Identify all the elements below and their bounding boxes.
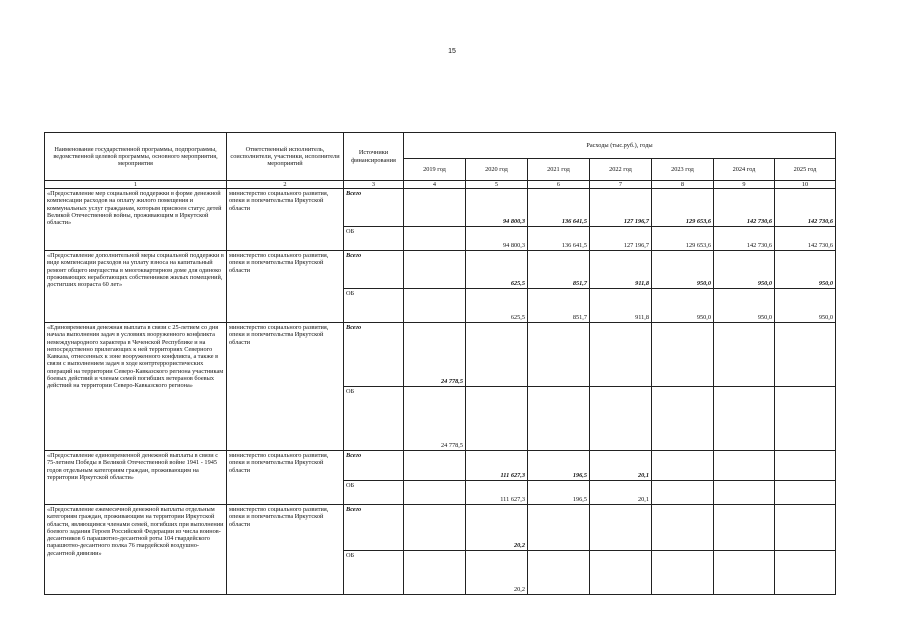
value-budget-cell: [404, 551, 466, 595]
program-executor: министерство социального развития, опеки и попечительства Иркутской области: [227, 251, 344, 323]
value-budget-cell: 950,0: [714, 289, 775, 323]
value-budget-cell: [714, 551, 775, 595]
program-executor: министерство социального развития, опеки и попечительства Иркутской области: [227, 451, 344, 505]
program-row-total: [45, 451, 836, 481]
value-total-cell: [590, 323, 652, 387]
page-number: 15: [448, 48, 456, 55]
header-year: 2023 год: [652, 159, 714, 181]
source-total-label: Всего: [344, 505, 404, 551]
value-total-cell: [404, 189, 466, 227]
column-number: 4: [404, 181, 466, 189]
value-total-cell: [775, 323, 836, 387]
program-executor: министерство социального развития, опеки и попечительства Иркутской области: [227, 505, 344, 595]
value-total-cell: 24 778,5: [404, 323, 466, 387]
column-number: 8: [652, 181, 714, 189]
source-budget-label: ОБ: [344, 387, 404, 451]
value-total-cell: [714, 451, 775, 481]
value-budget-cell: [652, 481, 714, 505]
value-budget-cell: 24 778,5: [404, 387, 466, 451]
value-total-cell: [404, 505, 466, 551]
value-total-cell: [404, 451, 466, 481]
value-budget-cell: 20,1: [590, 481, 652, 505]
value-total-cell: 911,8: [590, 251, 652, 289]
program-row-total: [45, 323, 836, 387]
budget-table: [44, 132, 836, 595]
column-number-row: [45, 181, 836, 189]
value-budget-cell: 129 653,6: [652, 227, 714, 251]
source-total-label: Всего: [344, 189, 404, 227]
value-budget-cell: 127 196,7: [590, 227, 652, 251]
program-executor: министерство социального развития, опеки и попечительства Иркутской области: [227, 189, 344, 251]
header-year: 2019 год: [404, 159, 466, 181]
value-total-cell: [775, 505, 836, 551]
value-total-cell: 625,5: [466, 251, 528, 289]
value-budget-cell: [528, 387, 590, 451]
value-total-cell: [528, 505, 590, 551]
column-number: 6: [528, 181, 590, 189]
value-budget-cell: [466, 387, 528, 451]
value-total-cell: [466, 323, 528, 387]
value-budget-cell: 142 730,6: [775, 227, 836, 251]
value-budget-cell: [775, 387, 836, 451]
header-program: Наименование государственной программы, подпрограммы, ведомственной целевой программы, основного мероприятия, мероприятия: [45, 133, 227, 181]
value-total-cell: 129 653,6: [652, 189, 714, 227]
value-total-cell: 136 641,5: [528, 189, 590, 227]
value-budget-cell: [652, 387, 714, 451]
column-number: 3: [344, 181, 404, 189]
header-year: 2025 год: [775, 159, 836, 181]
value-total-cell: 950,0: [652, 251, 714, 289]
value-total-cell: [528, 323, 590, 387]
value-budget-cell: 950,0: [775, 289, 836, 323]
value-budget-cell: 911,8: [590, 289, 652, 323]
value-budget-cell: [590, 387, 652, 451]
value-budget-cell: [590, 551, 652, 595]
column-number: 9: [714, 181, 775, 189]
value-budget-cell: 625,5: [466, 289, 528, 323]
value-total-cell: 142 730,6: [714, 189, 775, 227]
source-total-label: Всего: [344, 251, 404, 289]
program-name: «Предоставление единовременной денежной выплаты в связи с 75-летием Победы в Великой Отечественной войне 1941 - 1945 годов отдельным категориям граждан, проживающим на территории Иркутской области»: [45, 451, 227, 505]
value-budget-cell: 20,2: [466, 551, 528, 595]
program-row-total: [45, 505, 836, 551]
value-budget-cell: [404, 227, 466, 251]
source-budget-label: ОБ: [344, 481, 404, 505]
value-total-cell: 127 196,7: [590, 189, 652, 227]
column-number: 7: [590, 181, 652, 189]
header-source: Источники финансирования: [344, 133, 404, 181]
source-budget-label: ОБ: [344, 227, 404, 251]
source-budget-label: ОБ: [344, 289, 404, 323]
value-budget-cell: 851,7: [528, 289, 590, 323]
source-total-label: Всего: [344, 323, 404, 387]
value-budget-cell: 94 800,3: [466, 227, 528, 251]
header-executor: Ответственный исполнитель, соисполнители, участники, исполнители мероприятий: [227, 133, 344, 181]
header-year: 2021 год: [528, 159, 590, 181]
header-year: 2020 год: [466, 159, 528, 181]
value-total-cell: 950,0: [775, 251, 836, 289]
value-budget-cell: [404, 289, 466, 323]
value-total-cell: [714, 323, 775, 387]
column-number: 10: [775, 181, 836, 189]
program-row-total: [45, 251, 836, 289]
value-budget-cell: 196,5: [528, 481, 590, 505]
value-budget-cell: 136 641,5: [528, 227, 590, 251]
value-budget-cell: [528, 551, 590, 595]
header-year: 2022 год: [590, 159, 652, 181]
value-budget-cell: [404, 481, 466, 505]
value-total-cell: 950,0: [714, 251, 775, 289]
program-name: «Единовременная денежная выплата в связи с 25-летием со дня начала выполнения задач в условиях вооруженного конфликта немеждународного характера в Чеченской Республике и на непосредственно прилегающих к ней территориях Северного Кавказа, отнесенных к зоне вооруженного конфликта, а также в связи с выполнением задач в ходе контртеррористических операций на территории Северо-Кавказского региона участникам боевых действий и членам семей погибших ветеранов боевых действий на территории Северо-Кавказского региона»: [45, 323, 227, 451]
value-budget-cell: [775, 481, 836, 505]
value-budget-cell: 142 730,6: [714, 227, 775, 251]
value-total-cell: 196,5: [528, 451, 590, 481]
value-budget-cell: [775, 551, 836, 595]
value-total-cell: [652, 323, 714, 387]
value-budget-cell: [714, 387, 775, 451]
value-total-cell: 851,7: [528, 251, 590, 289]
program-executor: министерство социального развития, опеки и попечительства Иркутской области: [227, 323, 344, 451]
header-expenses: Расходы (тыс.руб.), годы: [404, 133, 836, 159]
value-total-cell: 20,1: [590, 451, 652, 481]
program-row-total: [45, 189, 836, 227]
source-budget-label: ОБ: [344, 551, 404, 595]
value-total-cell: 20,2: [466, 505, 528, 551]
value-budget-cell: [714, 481, 775, 505]
value-total-cell: [652, 505, 714, 551]
source-total-label: Всего: [344, 451, 404, 481]
value-total-cell: 111 627,3: [466, 451, 528, 481]
value-total-cell: [652, 451, 714, 481]
program-name: «Предоставление мер социальной поддержки в форме денежной компенсации расходов на оплату жилого помещения и коммунальных услуг гражданам, которым присвоен статус детей Великой Отечественной войны, проживающим в Иркутской области»: [45, 189, 227, 251]
value-total-cell: [404, 251, 466, 289]
column-number: 5: [466, 181, 528, 189]
value-budget-cell: 950,0: [652, 289, 714, 323]
value-budget-cell: 111 627,3: [466, 481, 528, 505]
header-year: 2024 год: [714, 159, 775, 181]
value-total-cell: [714, 505, 775, 551]
program-name: «Предоставление ежемесячной денежной выплаты отдельным категориям граждан, проживающим на территории Иркутской области, являющимся членами семей, погибших при выполнении боевого задания Героев Российской Федерации из числа воинов-десантников 6 парашютно-десантной роты 104 гвардейского парашютно-десантного полка 76 гвардейской воздушно-десантной дивизии»: [45, 505, 227, 595]
column-number: 2: [227, 181, 344, 189]
value-total-cell: 94 800,3: [466, 189, 528, 227]
value-budget-cell: [652, 551, 714, 595]
program-name: «Предоставление дополнительной меры социальной поддержки в виде компенсации расходов на уплату взноса на капитальный ремонт общего имущества в многоквартирном доме для одиноко проживающих неработающих собственников жилых помещений, достигших возраста 60 лет»: [45, 251, 227, 323]
value-total-cell: [590, 505, 652, 551]
value-total-cell: 142 730,6: [775, 189, 836, 227]
column-number: 1: [45, 181, 227, 189]
value-total-cell: [775, 451, 836, 481]
